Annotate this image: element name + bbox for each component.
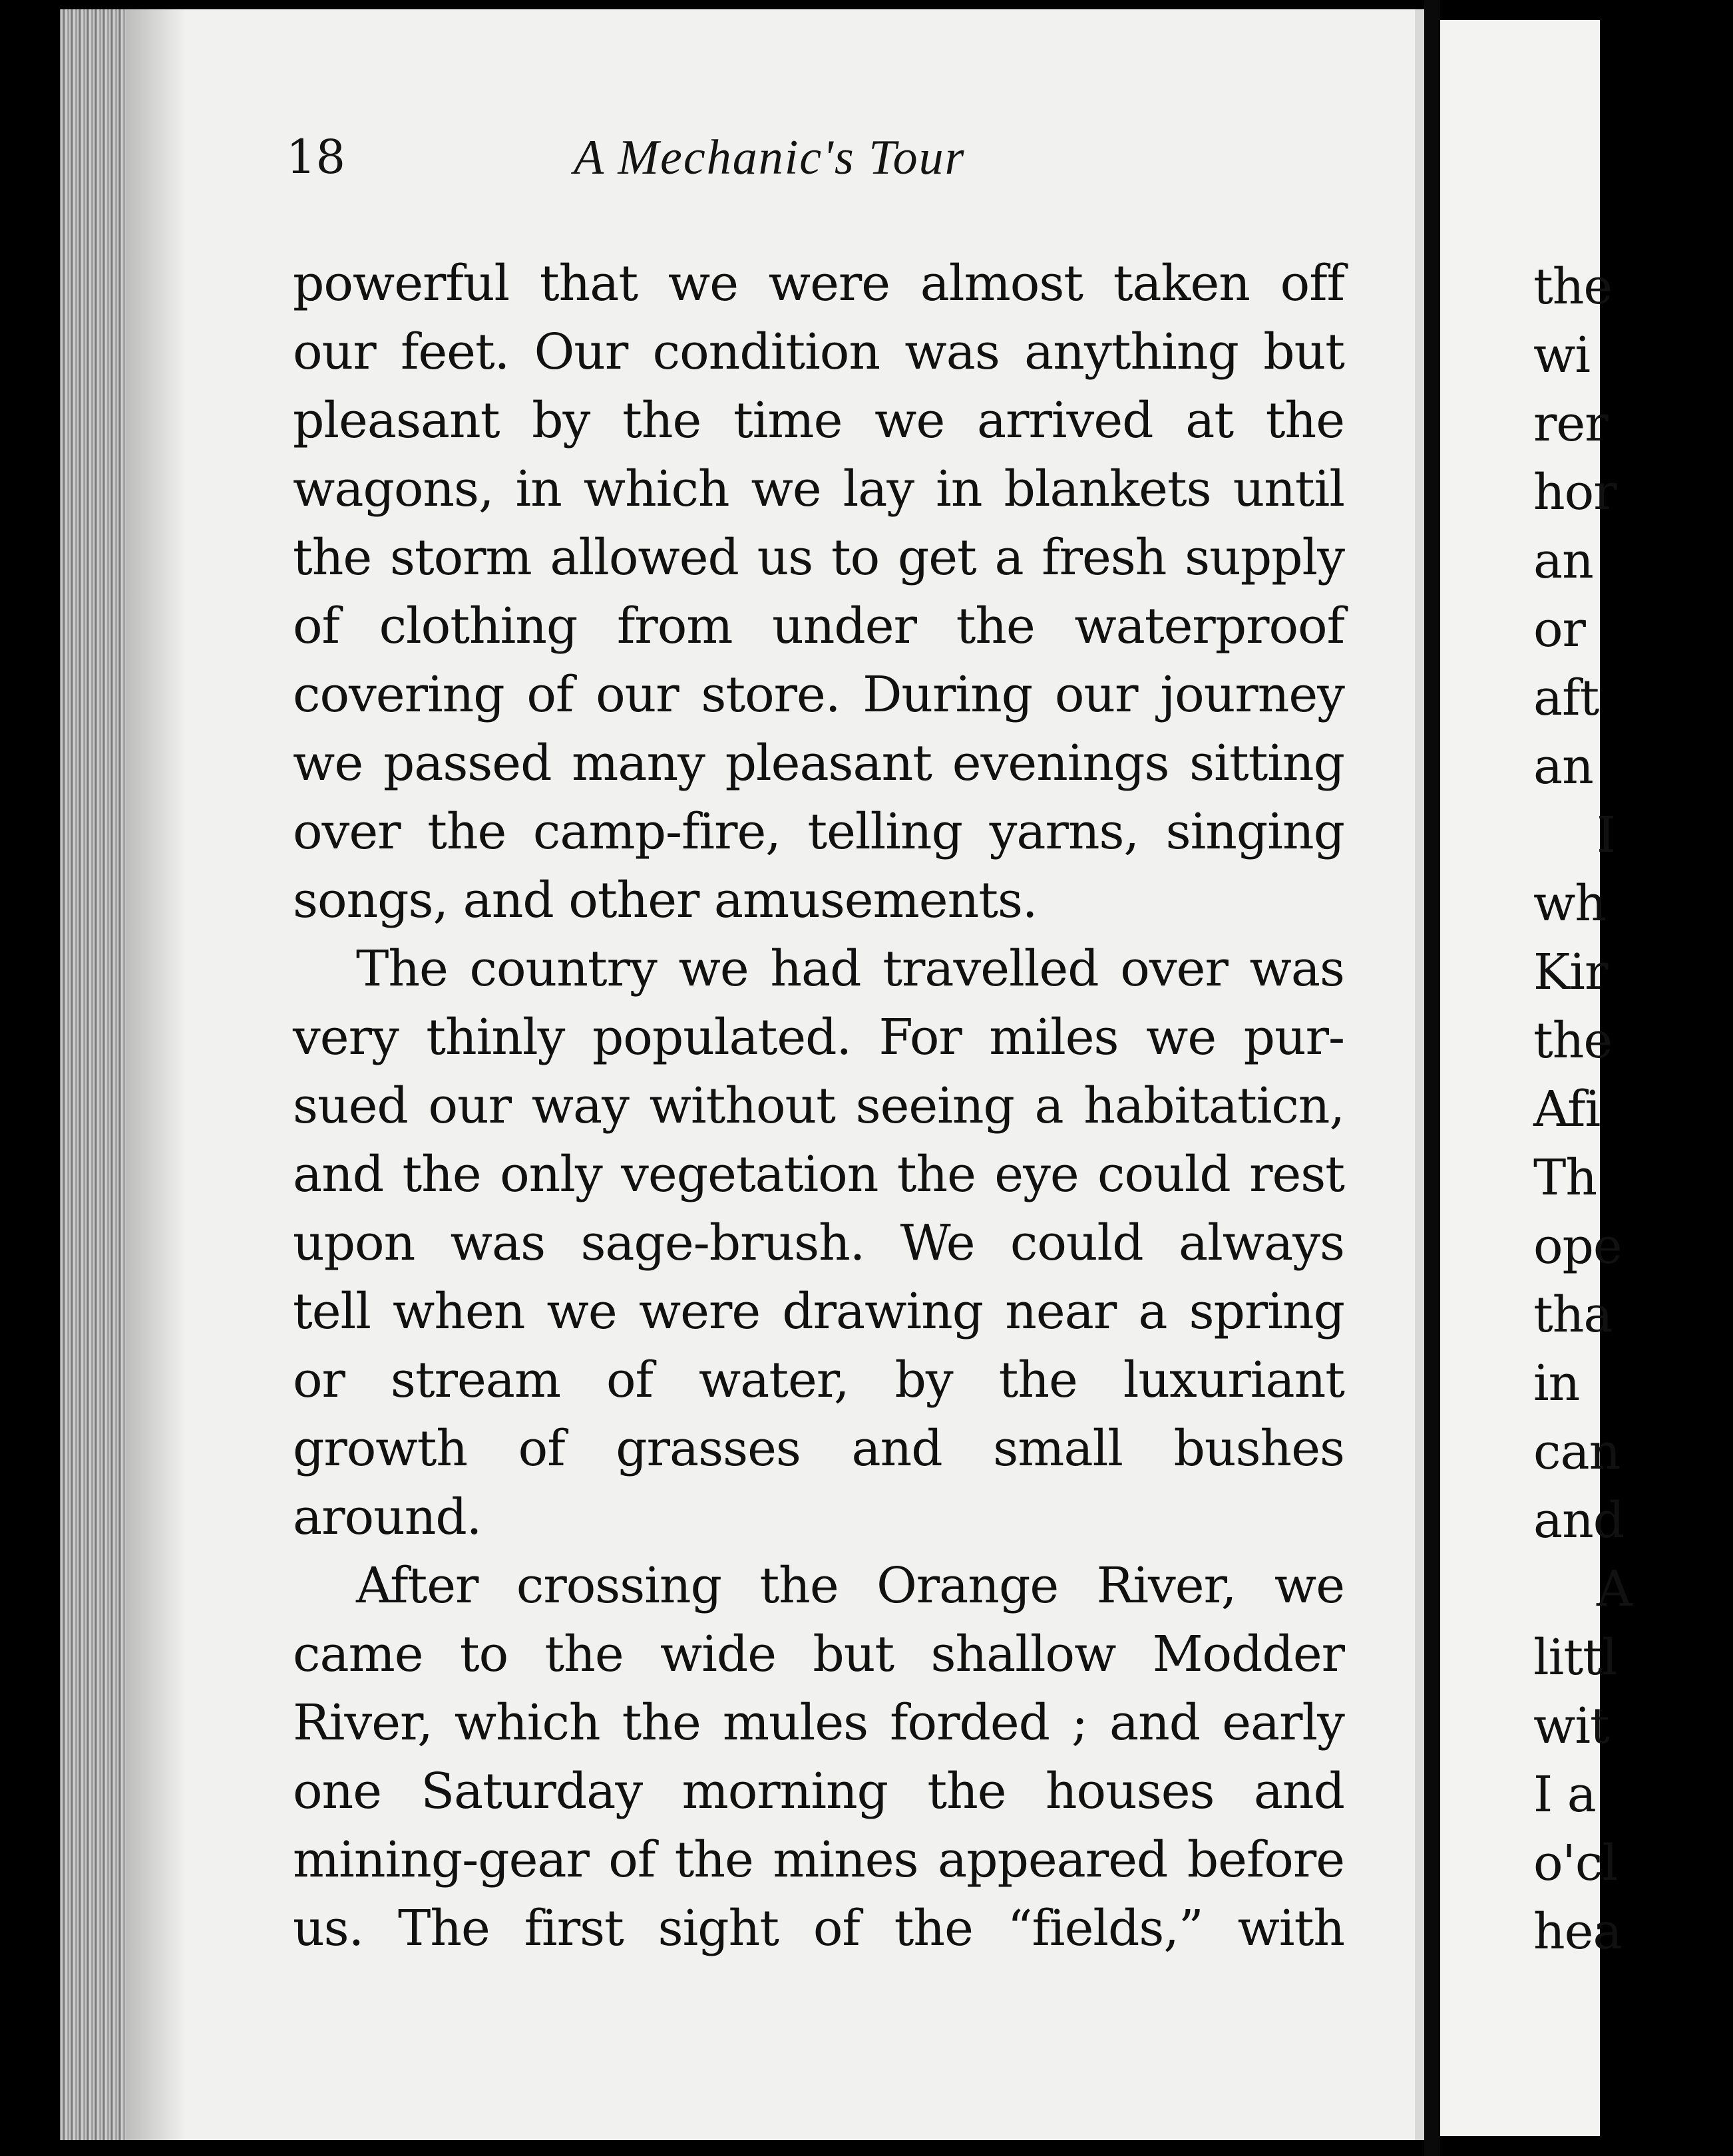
facing-line: wi bbox=[1533, 327, 1591, 384]
text-line: us. The first sight of the “fields,” with bbox=[293, 1900, 1344, 1957]
right-page bbox=[1440, 20, 1632, 2136]
text-line: River, which the mules forded ; and early bbox=[293, 1694, 1344, 1751]
facing-line: littl bbox=[1533, 1629, 1617, 1686]
text-line: around. bbox=[293, 1489, 482, 1546]
facing-line: rer bbox=[1533, 395, 1608, 452]
text-line: and the only vegetation the eye could rest bbox=[293, 1146, 1344, 1203]
facing-line: the bbox=[1533, 1012, 1613, 1069]
text-line: wagons, in which we lay in blankets until bbox=[293, 460, 1344, 518]
text-line: pleasant by the time we arrived at the bbox=[293, 392, 1344, 449]
text-line: upon was sage-brush. We could always bbox=[293, 1214, 1344, 1272]
facing-line: tha bbox=[1533, 1286, 1613, 1344]
text-line: sued our way without seeing a habitaticn, bbox=[293, 1077, 1344, 1135]
facing-line: aft bbox=[1533, 669, 1599, 727]
text-line: the storm allowed us to get a fresh supply bbox=[293, 529, 1344, 586]
facing-line: an bbox=[1533, 738, 1593, 795]
facing-line: I a bbox=[1533, 1766, 1596, 1823]
text-line: The country we had travelled over was bbox=[356, 940, 1344, 997]
text-line: After crossing the Orange River, we bbox=[356, 1557, 1344, 1614]
facing-line: can bbox=[1533, 1423, 1621, 1481]
facing-line: wh bbox=[1533, 875, 1606, 932]
facing-line: hea bbox=[1533, 1903, 1622, 1960]
facing-line: and bbox=[1533, 1492, 1625, 1549]
paragraph bbox=[293, 1552, 1344, 1963]
facing-line: in bbox=[1533, 1355, 1580, 1412]
body-text bbox=[293, 250, 1344, 1963]
gutter-shadow bbox=[126, 9, 186, 2140]
facing-line: hor bbox=[1533, 464, 1617, 521]
page-number: 18 bbox=[286, 130, 346, 184]
text-line: powerful that we were almost taken off bbox=[293, 255, 1344, 312]
text-line: or stream of water, by the luxuriant bbox=[293, 1351, 1344, 1409]
text-line: very thinly populated. For miles we pur- bbox=[293, 1009, 1344, 1066]
text-line: one Saturday morning the houses and bbox=[293, 1763, 1344, 1820]
text-line: covering of our store. During our journey bbox=[293, 666, 1344, 723]
facing-line: ope bbox=[1533, 1218, 1622, 1275]
book-spine bbox=[1424, 0, 1440, 2156]
facing-line: Afi bbox=[1533, 1081, 1601, 1138]
page-gutter bbox=[60, 9, 126, 2140]
running-head bbox=[286, 130, 1351, 196]
facing-line: an bbox=[1533, 532, 1593, 590]
text-line: over the camp-fire, telling yarns, singing bbox=[293, 803, 1344, 860]
facing-line: the bbox=[1533, 258, 1613, 315]
text-line: tell when we were drawing near a spring bbox=[293, 1283, 1344, 1340]
facing-line: Kir bbox=[1533, 944, 1608, 1001]
text-line: our feet. Our condition was anything but bbox=[293, 323, 1344, 381]
facing-line: o'cl bbox=[1533, 1835, 1618, 1892]
page-edge bbox=[1415, 9, 1424, 2140]
facing-line: Th bbox=[1533, 1149, 1597, 1206]
text-line: of clothing from under the waterproof bbox=[293, 598, 1344, 655]
paragraph bbox=[293, 250, 1344, 935]
running-title: A Mechanic's Tour bbox=[574, 130, 966, 185]
text-line: we passed many pleasant evenings sitting bbox=[293, 735, 1344, 792]
facing-line: wit bbox=[1533, 1698, 1609, 1755]
facing-line: A bbox=[1597, 1560, 1632, 1618]
facing-line: I bbox=[1597, 807, 1616, 864]
text-line: growth of grasses and small bushes bbox=[293, 1420, 1344, 1477]
facing-line: or bbox=[1533, 601, 1585, 658]
text-line: mining-gear of the mines appeared before bbox=[293, 1831, 1344, 1888]
text-line: came to the wide but shallow Modder bbox=[293, 1626, 1344, 1683]
text-line: songs, and other amusements. bbox=[293, 872, 1038, 929]
paragraph bbox=[293, 935, 1344, 1552]
facing-page-text bbox=[1533, 253, 1733, 1966]
